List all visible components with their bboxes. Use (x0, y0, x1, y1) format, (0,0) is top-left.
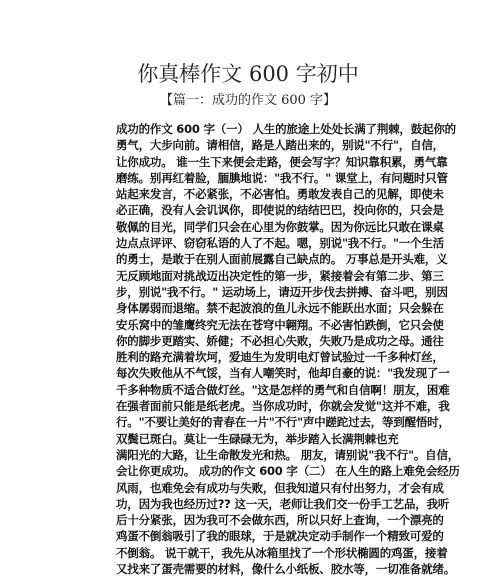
text-line: 的勇士，是敢于在别人面前展露自己缺点的。 万事总是开头难，义 (116, 252, 448, 267)
text-line: 敬佩的目光，同学们只会在心里为你鼓掌。因为你远比只敢在课桌 (116, 219, 444, 234)
text-line: 不倒翁。 说干就干，我先从冰箱里找了一个形状椭圆的鸡蛋，接着 (116, 545, 448, 560)
text-line: 风雨，也难免会有成功与失败，但我知道只有付出努力，才会有成 (116, 480, 444, 495)
text-line: 满阳光的大路，让生命散发光和热。 朋友，请别说"我不行"。自信， (116, 447, 460, 462)
text-line: 身体孱弱而退缩。禁不起波浪的鱼儿永远不能跃出水面；只会躲在 (116, 301, 444, 316)
text-line: 让你成功。 谁一生下来便会走路，便会写字？知识靠积累，勇气靠 (116, 154, 448, 169)
text-line: 胜利的路充满着坎坷，爱迪生为发明电灯曾试验过一千多种灯丝， (116, 350, 444, 365)
text-line: 每次失败他从不气馁，当有人嘲笑时，他却自豪的说："我发现了一 (116, 366, 450, 381)
text-line: 会让你更成功。 成功的作文 600 字（二） 在人生的路上难免会经历 (116, 464, 460, 479)
text-line: 又找来了蛋壳需要的材料，像什么小纸板、胶水等，一切准备就绪。 (116, 562, 455, 577)
document-subtitle: 【篇一：成功的作文 600 字】 (159, 93, 337, 108)
document-title: 你真棒作文 600 字初中 (137, 62, 359, 86)
text-line: 你的脚步更踏实、娇健；不必担心失败，失败乃是成功之母。通往 (116, 333, 444, 348)
text-line: 边点点评评、窃窃私语的人了不起。嗯，别说"我不行。"一个生活 (116, 236, 444, 251)
text-line: 后十分紧张，因为我可不会做东西，所以只好上查询，一个漂亮的 (116, 513, 444, 528)
text-line: 勇气，大步向前。请相信，路是人踏出来的，别说"不行"，自信， (116, 138, 444, 153)
text-line: 无反顾地面对挑战迈出决定性的第一步，紧接着会有第二步、第三 (116, 268, 444, 283)
text-line: 行。"不要让美好的青春在一片"不行"声中蹉跎过去，等到醒悟时， (116, 415, 450, 430)
document-body (116, 121, 460, 577)
text-line: 步，别说"我不行。" 运动场上，请迈开步伐去拼搏、奋斗吧，别因 (116, 284, 448, 299)
text-line: 成功的作文 600 字（一） 人生的旅途上处处长满了荆棘，鼓起你的 (116, 122, 456, 136)
text-line: 功，因为我也经历过?? 这一天，老师让我们交一份手工艺品，我听 (116, 496, 450, 511)
text-line: 必正确，没有人会讥讽你，即使说的结结巴巴，投向你的，只会是 (116, 203, 444, 218)
text-line: 鸡蛋不倒翁吸引了我的眼球，于是就决定动手制作一个精致可爱的 (116, 529, 444, 544)
text-line: 站起来发言，不必紧张，不必害怕。勇敢发表自己的见解，即使未 (116, 187, 444, 202)
text-line: 千多种物质不适合做灯丝。"这是怎样的勇气和自信啊！朋友，困难 (116, 382, 450, 397)
text-line: 安乐窝中的雏鹰终究无法在苍穹中翱翔。不必害怕跌倒，它只会使 (116, 317, 444, 332)
text-line: 在强者面前只能是纸老虎。当你成功时，你就会发觉"这并不难，我 (116, 399, 450, 414)
text-line: 磨练。别再红着脸，腼腆地说："我不行。" 课堂上，有问题时只管 (116, 170, 448, 185)
text-line: 双鬓已斑白。莫让一生碌碌无为，举步踏入长满荆棘也充 (116, 431, 399, 446)
